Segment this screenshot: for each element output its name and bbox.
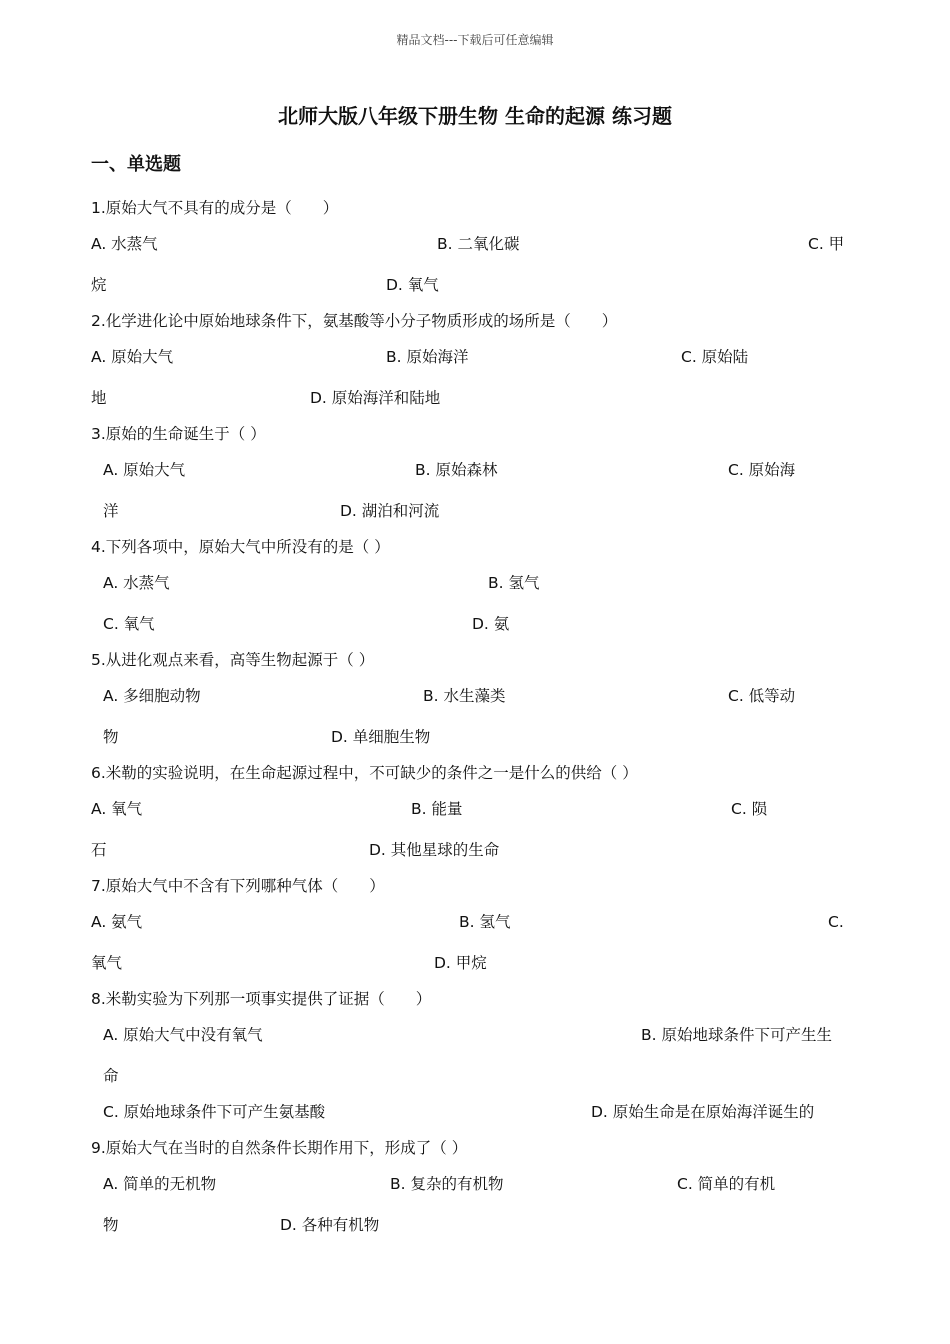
option-c: C. 原始地球条件下可产生氨基酸 [103,1103,326,1121]
question-stem: 2.化学进化论中原始地球条件下，氨基酸等小分子物质形成的场所是（ ） [91,312,618,330]
question-stem: 1.原始大气不具有的成分是（ ） [91,199,339,217]
option-c-continued: 地 [91,389,107,407]
option-a: A. 氨气 [91,913,143,931]
option-a: A. 原始大气 [103,461,186,479]
option-a: A. 原始大气 [91,348,174,366]
option-c-continued: 烷 [91,276,107,294]
option-b: B. 原始森林 [415,461,498,479]
option-b: B. 二氧化碳 [437,235,520,253]
option-a: A. 水蒸气 [91,235,158,253]
option-b: B. 原始海洋 [386,348,469,366]
option-d: D. 氧气 [386,276,439,294]
option-c-continued: 石 [91,841,107,859]
option-c: C. 原始陆 [681,348,749,366]
option-a: A. 简单的无机物 [103,1175,217,1193]
question-stem: 4.下列各项中，原始大气中所没有的是（ ） [91,538,390,556]
option-c: C. 陨 [731,800,768,818]
option-b: B. 复杂的有机物 [390,1175,504,1193]
question-stem: 5.从进化观点来看，高等生物起源于（ ） [91,651,375,669]
option-c-continued: 洋 [103,502,119,520]
option-d: D. 氨 [472,615,510,633]
option-c-continued: 物 [103,728,119,746]
question-stem: 9.原始大气在当时的自然条件长期作用下，形成了（ ） [91,1139,468,1157]
option-a: A. 多细胞动物 [103,687,201,705]
option-c-continued: 氧气 [91,954,123,972]
option-b: B. 能量 [411,800,463,818]
document-title: 北师大版八年级下册生物 生命的起源 练习题 [278,104,672,128]
question-stem: 3.原始的生命诞生于（ ） [91,425,266,443]
page-header: 精品文档---下载后可任意编辑 [396,33,554,47]
option-d: D. 原始生命是在原始海洋诞生的 [591,1103,815,1121]
option-a: A. 氧气 [91,800,143,818]
option-d: D. 原始海洋和陆地 [310,389,441,407]
option-d: D. 湖泊和河流 [340,502,440,520]
option-c-continued: 物 [103,1216,119,1234]
option-d: D. 其他星球的生命 [369,841,500,859]
option-c: C. [828,913,844,931]
question-stem: 8.米勒实验为下列那一项事实提供了证据（ ） [91,990,432,1008]
option-d: D. 各种有机物 [280,1216,380,1234]
question-stem: 7.原始大气中不含有下列哪种气体（ ） [91,877,385,895]
section-heading: 一、单选题 [91,154,181,175]
option-b: B. 原始地球条件下可产生生 [641,1026,832,1044]
option-a: A. 原始大气中没有氧气 [103,1026,263,1044]
option-d: D. 甲烷 [434,954,487,972]
option-b-continued: 命 [103,1067,119,1085]
option-c: C. 甲 [808,235,845,253]
option-b: B. 氢气 [459,913,511,931]
option-c: C. 简单的有机 [677,1175,776,1193]
question-stem: 6.米勒的实验说明，在生命起源过程中，不可缺少的条件之一是什么的供给（ ） [91,764,638,782]
option-b: B. 水生藻类 [423,687,506,705]
option-c: C. 氧气 [103,615,155,633]
option-a: A. 水蒸气 [103,574,170,592]
option-c: C. 低等动 [728,687,796,705]
option-c: C. 原始海 [728,461,796,479]
option-b: B. 氢气 [488,574,540,592]
option-d: D. 单细胞生物 [331,728,431,746]
